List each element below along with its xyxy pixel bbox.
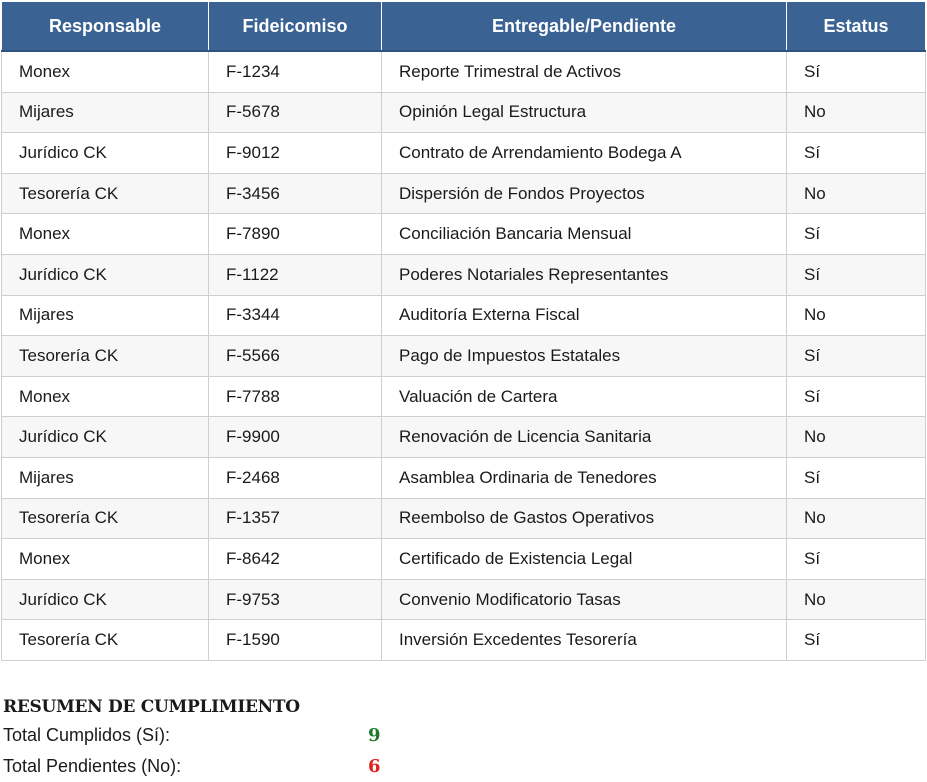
cell-fideicomiso: F-3344: [209, 295, 382, 336]
cell-responsable: Jurídico CK: [2, 133, 209, 174]
table-row: [2, 579, 926, 620]
cell-entregable: Asamblea Ordinaria de Tenedores: [382, 457, 787, 498]
cell-estatus: Sí: [787, 539, 926, 580]
table-row: [2, 620, 926, 661]
summary-pending-value: 6: [368, 756, 381, 777]
cell-fideicomiso: F-9753: [209, 579, 382, 620]
cell-responsable: Tesorería CK: [2, 336, 209, 377]
table-row: [2, 173, 926, 214]
cell-estatus: Sí: [787, 376, 926, 417]
cell-entregable: Inversión Excedentes Tesorería: [382, 620, 787, 661]
table-row: [2, 254, 926, 295]
cell-fideicomiso: F-1234: [209, 51, 382, 92]
cell-estatus: Sí: [787, 254, 926, 295]
cell-estatus: Sí: [787, 51, 926, 92]
cell-estatus: No: [787, 417, 926, 458]
compliance-table: [1, 1, 926, 661]
cell-responsable: Jurídico CK: [2, 579, 209, 620]
cell-fideicomiso: F-5678: [209, 92, 382, 133]
cell-fideicomiso: F-9900: [209, 417, 382, 458]
cell-estatus: Sí: [787, 457, 926, 498]
cell-responsable: Monex: [2, 376, 209, 417]
table-row: [2, 295, 926, 336]
table-row: [2, 417, 926, 458]
cell-entregable: Reporte Trimestral de Activos: [382, 51, 787, 92]
cell-estatus: No: [787, 92, 926, 133]
cell-fideicomiso: F-2468: [209, 457, 382, 498]
summary-pending-row: [3, 751, 423, 782]
table-body: [2, 51, 926, 660]
cell-entregable: Certificado de Existencia Legal: [382, 539, 787, 580]
cell-fideicomiso: F-3456: [209, 173, 382, 214]
table-row: [2, 214, 926, 255]
cell-entregable: Pago de Impuestos Estatales: [382, 336, 787, 377]
cell-fideicomiso: F-9012: [209, 133, 382, 174]
cell-estatus: No: [787, 579, 926, 620]
cell-responsable: Mijares: [2, 92, 209, 133]
column-header-responsable: Responsable: [2, 2, 209, 52]
cell-entregable: Renovación de Licencia Sanitaria: [382, 417, 787, 458]
cell-responsable: Mijares: [2, 457, 209, 498]
cell-fideicomiso: F-8642: [209, 539, 382, 580]
cell-entregable: Poderes Notariales Representantes: [382, 254, 787, 295]
cell-estatus: No: [787, 295, 926, 336]
table-row: [2, 92, 926, 133]
cell-responsable: Tesorería CK: [2, 498, 209, 539]
cell-estatus: Sí: [787, 214, 926, 255]
cell-responsable: Monex: [2, 51, 209, 92]
table-row: [2, 133, 926, 174]
summary-pending-label: Total Pendientes (No):: [3, 756, 182, 776]
cell-responsable: Monex: [2, 539, 209, 580]
table-row: [2, 376, 926, 417]
cell-estatus: No: [787, 498, 926, 539]
cell-responsable: Tesorería CK: [2, 620, 209, 661]
table-row: [2, 457, 926, 498]
cell-entregable: Valuación de Cartera: [382, 376, 787, 417]
summary-completed-label: Total Cumplidos (Sí):: [3, 725, 171, 745]
header-row: [2, 2, 926, 52]
cell-estatus: No: [787, 173, 926, 214]
cell-entregable: Auditoría Externa Fiscal: [382, 295, 787, 336]
cell-estatus: Sí: [787, 133, 926, 174]
column-header-entregable: Entregable/Pendiente: [382, 2, 787, 52]
table-row: [2, 336, 926, 377]
summary-completed-value: 9: [368, 725, 381, 746]
compliance-summary: [3, 694, 423, 782]
cell-entregable: Conciliación Bancaria Mensual: [382, 214, 787, 255]
cell-entregable: Contrato de Arrendamiento Bodega A: [382, 133, 787, 174]
cell-responsable: Tesorería CK: [2, 173, 209, 214]
cell-fideicomiso: F-1122: [209, 254, 382, 295]
cell-responsable: Mijares: [2, 295, 209, 336]
summary-completed-row: [3, 720, 423, 751]
summary-title: RESUMEN DE CUMPLIMIENTO: [3, 697, 300, 717]
column-header-fideicomiso: Fideicomiso: [209, 2, 382, 52]
cell-estatus: Sí: [787, 336, 926, 377]
cell-fideicomiso: F-1357: [209, 498, 382, 539]
cell-responsable: Jurídico CK: [2, 417, 209, 458]
cell-entregable: Opinión Legal Estructura: [382, 92, 787, 133]
table-row: [2, 498, 926, 539]
table-row: [2, 539, 926, 580]
cell-fideicomiso: F-7788: [209, 376, 382, 417]
cell-entregable: Reembolso de Gastos Operativos: [382, 498, 787, 539]
cell-entregable: Convenio Modificatorio Tasas: [382, 579, 787, 620]
table-row: [2, 51, 926, 92]
cell-estatus: Sí: [787, 620, 926, 661]
cell-fideicomiso: F-1590: [209, 620, 382, 661]
cell-responsable: Monex: [2, 214, 209, 255]
cell-entregable: Dispersión de Fondos Proyectos: [382, 173, 787, 214]
cell-responsable: Jurídico CK: [2, 254, 209, 295]
column-header-estatus: Estatus: [787, 2, 926, 52]
cell-fideicomiso: F-7890: [209, 214, 382, 255]
cell-fideicomiso: F-5566: [209, 336, 382, 377]
